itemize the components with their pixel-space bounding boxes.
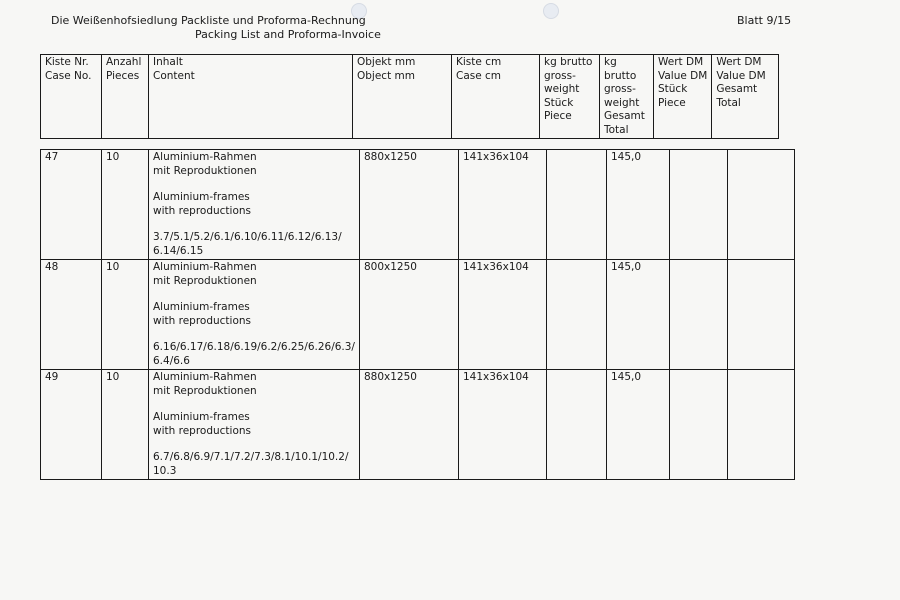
column-header-line: Stück [544,96,574,109]
content-cell [149,260,360,370]
column-header-line: Anzahl [106,56,142,68]
packing-list-table [40,149,795,480]
pieces-cell: 10 [102,370,149,480]
column-header-line: gross- [544,69,576,82]
table-row [41,150,795,260]
column-header-line: Value DM [658,69,708,82]
column-header-line: Case No. [45,69,92,82]
column-header-line: Kiste Nr. [45,56,89,68]
column-header-line: Total [716,96,741,109]
column-header-line: brutto [604,69,637,82]
content-en-line: with reproductions [153,424,252,437]
column-header-line: weight [544,83,580,95]
content-cell [149,150,360,260]
column-header-line: weight [604,96,640,109]
kg-piece-cell [546,150,606,260]
case-number-cell: 49 [41,370,102,480]
column-header-line: Inhalt [153,56,183,68]
kg-piece-cell [546,370,606,480]
column-header [540,55,600,139]
pieces-cell: 10 [102,260,149,370]
column-header-line: Kiste cm [456,56,502,68]
value-total-cell [728,150,795,260]
column-header-line: Stück [658,83,688,95]
column-header-line: Wert DM [716,56,762,68]
kg-total-cell: 145,0 [606,150,669,260]
column-header-line: Gesamt [604,110,645,122]
column-header-line: Object mm [357,69,415,82]
content-en-line: with reproductions [153,204,252,217]
case-number-cell: 48 [41,260,102,370]
pieces-cell: 10 [102,150,149,260]
content-de-line: mit Reproduktionen [153,274,257,287]
column-header-line: Pieces [106,69,140,82]
column-header-line: kg brutto [544,56,593,68]
column-header-line: Objekt mm [357,56,416,68]
column-header-table [40,54,779,139]
case-number-cell: 47 [41,150,102,260]
sheet-number: Blatt 9/15 [737,14,792,27]
column-header-line: Wert DM [658,56,704,68]
object-size-cell: 800x1250 [359,260,458,370]
project-title: Die Weißenhofsiedlung [51,14,178,27]
column-header-line: Piece [658,96,686,109]
kg-total-cell: 145,0 [606,370,669,480]
column-header [654,55,712,139]
case-size-cell: 141x36x104 [458,260,546,370]
header-row [41,55,779,139]
content-cell [149,370,360,480]
column-header [102,55,149,139]
reproduction-refs: 6.16/6.17/6.18/6.19/6.2/6.25/6.26/6.3/ 6.4/6.6 [153,341,355,367]
column-header-line: Case cm [456,69,502,82]
column-header [452,55,540,139]
table-row [41,370,795,480]
column-header-line: Total [604,123,629,136]
value-piece-cell [670,260,728,370]
kg-piece-cell [546,260,606,370]
document-title-de: Packliste und Proforma-Rechnung [181,14,366,27]
value-total-cell [728,260,795,370]
column-header [712,55,779,139]
content-de-line: Aluminium-Rahmen [153,371,257,383]
column-header-line: Value DM [716,69,766,82]
table-row [41,260,795,370]
document-title-en: Packing List and Proforma-Invoice [195,28,381,41]
column-header-line: gross- [604,83,636,95]
punch-hole-mark [543,3,559,19]
value-piece-cell [670,150,728,260]
case-size-cell: 141x36x104 [458,150,546,260]
column-header-line: Piece [544,110,572,122]
content-de-line: mit Reproduktionen [153,384,257,397]
column-header [41,55,102,139]
case-size-cell: 141x36x104 [458,370,546,480]
kg-total-cell: 145,0 [606,260,669,370]
content-de-line: Aluminium-Rahmen [153,151,257,163]
column-header-line: kg [604,56,617,68]
column-header [149,55,353,139]
value-total-cell [728,370,795,480]
column-header-line: Gesamt [716,83,758,95]
content-en-line: with reproductions [153,314,252,327]
content-en-line: Aluminium-frames [153,191,250,203]
content-en-line: Aluminium-frames [153,411,250,423]
content-en-line: Aluminium-frames [153,301,250,313]
column-header-line: Content [153,69,195,82]
column-header [600,55,654,139]
object-size-cell: 880x1250 [359,150,458,260]
document-title [181,14,381,42]
content-de-line: Aluminium-Rahmen [153,261,257,273]
object-size-cell: 880x1250 [359,370,458,480]
value-piece-cell [670,370,728,480]
reproduction-refs: 6.7/6.8/6.9/7.1/7.2/7.3/8.1/10.1/10.2/ 10.3 [153,451,349,477]
column-header [353,55,452,139]
reproduction-refs: 3.7/5.1/5.2/6.1/6.10/6.11/6.12/6.13/ 6.14/6.15 [153,231,342,257]
content-de-line: mit Reproduktionen [153,164,257,177]
